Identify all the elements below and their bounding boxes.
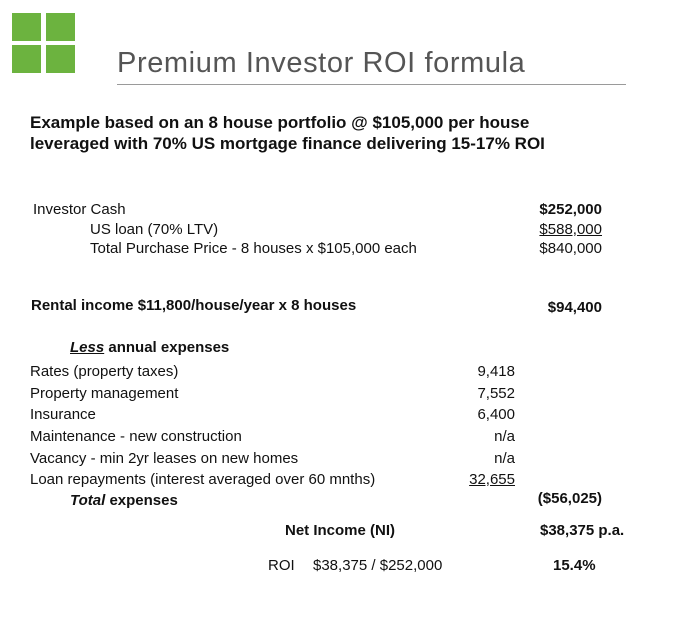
- expense-label: Vacancy - min 2yr leases on new homes: [30, 450, 299, 467]
- roi-value: 15.4%: [553, 557, 596, 574]
- total-expenses-label: [70, 492, 178, 509]
- expenses-heading-rest: annual expenses: [104, 339, 230, 356]
- expense-label: Maintenance - new construction: [30, 428, 242, 445]
- expenses-heading-less: Less: [70, 339, 105, 356]
- total-price-label: Total Purchase Price - 8 houses x $105,000 each: [90, 240, 417, 257]
- rental-income-label: Rental income $11,800/house/year x 8 houses: [31, 297, 357, 314]
- us-loan-value: $588,000: [539, 221, 602, 238]
- expense-label: Rates (property taxes): [30, 363, 179, 380]
- logo-square-bottom-left: [12, 45, 41, 73]
- total-expenses-italic: Total: [70, 492, 106, 509]
- expense-label: Insurance: [30, 406, 96, 423]
- expense-value: n/a: [494, 450, 515, 467]
- roi-formula: $38,375 / $252,000: [313, 557, 443, 574]
- expense-label: Loan repayments (interest averaged over 60 mnths): [30, 471, 376, 488]
- total-expenses-value: ($56,025): [537, 490, 602, 507]
- expenses-heading: [70, 339, 229, 356]
- page-title: Premium Investor ROI formula: [117, 47, 526, 79]
- total-price-value: $840,000: [539, 240, 602, 257]
- total-expenses-rest: expenses: [105, 492, 178, 509]
- subtitle-line-1: Example based on an 8 house portfolio @ $105,000 per house: [30, 113, 530, 132]
- expense-value: 9,418: [477, 363, 515, 380]
- logo-square-bottom-right: [46, 45, 75, 73]
- expense-value: 7,552: [477, 385, 515, 402]
- net-income-label: Net Income (NI): [285, 522, 396, 539]
- subtitle: [30, 112, 545, 154]
- investor-cash-label: Investor Cash: [33, 201, 126, 218]
- logo-square-top-right: [46, 13, 75, 41]
- expense-value: 6,400: [477, 406, 515, 423]
- logo-square-top-left: [12, 13, 41, 41]
- expense-value: 32,655: [469, 471, 515, 488]
- rental-income-value: $94,400: [547, 299, 602, 316]
- logo-icon: [12, 13, 75, 73]
- net-income-value: $38,375 p.a.: [540, 522, 625, 539]
- us-loan-label: US loan (70% LTV): [90, 221, 219, 238]
- expense-value: n/a: [494, 428, 515, 445]
- title-divider: [117, 84, 626, 85]
- roi-label: ROI: [268, 557, 295, 574]
- investor-cash-value: $252,000: [539, 201, 602, 218]
- subtitle-line-2: leveraged with 70% US mortgage finance delivering 15-17% ROI: [30, 134, 545, 153]
- expense-label: Property management: [30, 385, 179, 402]
